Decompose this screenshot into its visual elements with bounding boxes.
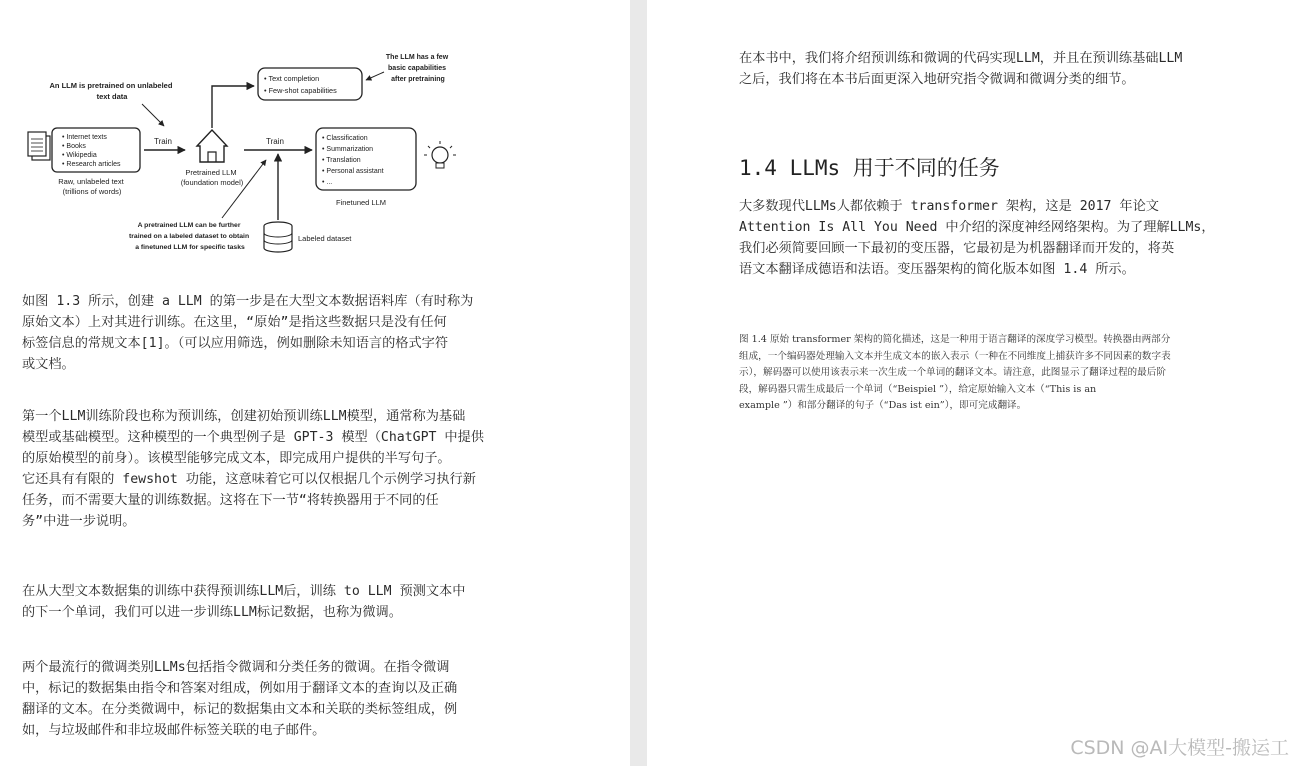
watermark: CSDN @AI大模型-搬运工 — [1070, 737, 1289, 759]
note-finetune: A pretrained LLM can be further trained on a labeled dataset to obtain a finetuned LLM for specific tasks — [129, 222, 250, 251]
right-page — [647, 0, 1295, 766]
document-icon — [28, 132, 50, 160]
left-paragraph-2: 第一个LLM训练阶段也称为预训练，创建初始预训练LLM模型，通常称为基础 模型或基础模型。这种模型的一个典型例子是 GPT-3 模型（ChatGPT 中提供 的原始模型的前身）。该模型能够完成文本，即完成用户提供的半写句子。 它还具有有限的 fewshot 功能，这意味着它可以仅根据几个示例学习执行新 任务，而不需要大量的训练数据。这将在下一节“将转换器用于不同的任 务”中进一步说明。 — [22, 409, 484, 529]
train-label-2: Train — [266, 137, 284, 146]
finetuned-list: • Classification • Summarization • Translation • Personal assistant • ... — [322, 135, 384, 186]
right-paragraph-2: 大多数现代LLMs人都依赖于 transformer 架构，这是 2017 年论文 Attention Is All You Need 中介绍的深度神经网络架构。为了理解LLMs， 我们必须简要回顾一下最初的变压器，它最初是为机器翻译而开发的，将英 语文本翻译成德语和法语。变压器架构的简化版本如图 1.4 所示。 — [739, 199, 1215, 277]
source-list: • Internet texts • Books • Wikipedia • Research articles — [62, 134, 121, 168]
database-icon — [264, 222, 292, 252]
left-page — [0, 0, 630, 766]
pretrained-llm-icon — [197, 130, 227, 162]
note-pretrained-arrow — [142, 104, 164, 126]
capabilities-box — [258, 68, 362, 100]
left-paragraph-3: 在从大型文本数据集的训练中获得预训练LLM后，训练 to LLM 预测文本中 的下一个单词，我们可以进一步训练LLM标记数据，也称为微调。 — [22, 584, 466, 620]
note-pretrained: An LLM is pretrained on unlabeled text data — [49, 81, 173, 101]
pretrained-label: Pretrained LLM (foundation model) — [180, 168, 244, 187]
note-capabilities-arrow — [366, 72, 384, 80]
capabilities-list: • Text completion • Few-shot capabilities — [264, 74, 337, 95]
dataset-label: Labeled dataset — [298, 234, 352, 243]
train-label-1: Train — [154, 137, 172, 146]
figure-caption: 图 1.4 原始 transformer 架构的简化描述，这是一种用于语言翻译的深度学习模型。转换器由两部分 组成，一个编码器处理输入文本并生成文本的嵌入表示（一种在不同维度上捕获许多不同因素的数字表 示），解码器可以使用该表示来一次生成一个单词的翻译文本。请注意，此图显示了翻译过程的最后阶 段，解码器只需生成最后一个单词（“Beispiel ”），给定原始输入文本（“This is an example ”）和部分翻译的句子（“Das ist ein”），即可完成翻译。 — [739, 334, 1171, 411]
note-capabilities: The LLM has a few basic capabilities after pretraining — [385, 54, 449, 83]
left-paragraph-1: 如图 1.3 所示，创建 a LLM 的第一步是在大型文本数据语料库（有时称为 原始文本）上对其进行训练。在这里，“原始”是指这些数据只是没有任何 标签信息的常规文本[1]。（可以应用筛选，例如删除未知语言的格式字符 或文档。 — [22, 294, 474, 372]
left-paragraph-4: 两个最流行的微调类别LLMs包括指令微调和分类任务的微调。在指令微调 中，标记的数据集由指令和答案对组成，例如用于翻译文本的查询以及正确 翻译的文本。在分类微调中，标记的数据集由文本和关联的类标签组成，例 如，与垃圾邮件和非垃圾邮件标签关联的电子邮件。 — [22, 660, 458, 738]
right-paragraph-1: 在本书中，我们将介绍预训练和微调的代码实现LLM，并且在预训练基础LLM 之后，我们将在本书后面更深入地研究指令微调和微调分类的细节。 — [739, 51, 1183, 87]
llm-training-diagram — [22, 48, 462, 260]
section-heading: 1.4 LLMs 用于不同的任务 — [739, 156, 1000, 180]
finetuned-label: Finetuned LLM — [335, 198, 387, 207]
pretrain-to-capabilities-arrow — [212, 86, 254, 128]
page-gutter — [630, 0, 647, 766]
source-label: Raw, unlabeled text (trillions of words) — [58, 177, 124, 196]
lightbulb-icon — [424, 141, 456, 168]
